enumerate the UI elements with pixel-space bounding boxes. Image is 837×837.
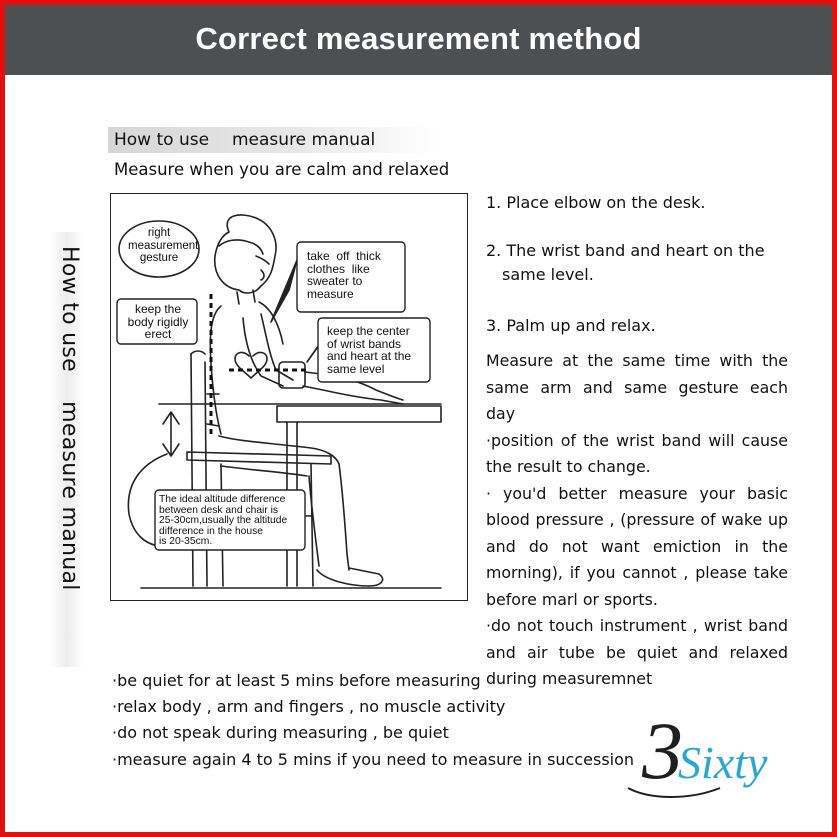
bubble-line: and heart at the	[327, 349, 412, 363]
note-paragraph: Measure at the same time with the same arm and same gesture each day	[486, 351, 788, 423]
side-label-text: How to use measure manual	[57, 246, 82, 591]
note-paragraph: ·do not touch instrument , wrist band and air tube be quiet and relaxed during measuremnet	[486, 616, 788, 688]
note-paragraph: ·position of the wrist band will cause the result to change.	[486, 430, 788, 476]
note-paragraph: · you'd better measure your basic blood pressure , (pressure of wake up and do not want emiction in the morning), if you cannot , please take before marl or sports.	[486, 483, 788, 609]
bubble-posture	[121, 303, 195, 341]
tip-item: ·be quiet for at least 5 mins before measuring	[112, 671, 481, 690]
step-item	[486, 239, 765, 287]
step-text: same level.	[502, 265, 594, 284]
bubble-line: of wrist bands	[327, 336, 402, 351]
tab-measure-manual: measure manual	[232, 130, 376, 150]
bubble-line: same level	[327, 361, 385, 376]
step-item	[486, 191, 705, 215]
logo-numeral: 3	[642, 705, 683, 796]
bubble-wrist	[327, 325, 431, 375]
page-title: Correct measurement method	[5, 5, 832, 75]
bubble-line: sweater to	[307, 274, 363, 288]
side-label	[50, 232, 84, 667]
bubble-line: clothes like	[307, 261, 370, 276]
bubble-line: difference in the house	[159, 525, 263, 537]
bubble-clothes	[307, 250, 403, 300]
step-text: 3. Palm up and relax.	[486, 316, 656, 335]
logo-wordmark: Sixty	[678, 737, 768, 788]
bubble-line: gesture	[139, 252, 179, 264]
bubble-right-gesture	[128, 227, 199, 265]
measurement-posture-illustration	[110, 193, 468, 601]
brand-logo-mark	[620, 700, 810, 810]
bubble-line: take off thick	[307, 249, 381, 263]
bubble-line: 25-30cm,usually the altitude	[159, 515, 288, 527]
subtitle: Measure when you are calm and relaxed	[114, 160, 450, 179]
tab-how-to-use: How to use	[114, 130, 210, 150]
tip-item: ·relax body , arm and fingers , no muscle activity	[112, 697, 506, 717]
bubble-altitude	[159, 495, 307, 548]
notes-block	[486, 348, 788, 693]
step-item	[486, 314, 656, 338]
instruction-tab-bar	[108, 127, 438, 153]
head-outline	[215, 215, 276, 293]
bubble-line: is 20-35cm.	[159, 536, 213, 548]
bubble-line: measurement	[128, 239, 199, 252]
bubble-line: The ideal altitude difference	[159, 494, 286, 505]
bubble-line: keep the	[134, 302, 182, 316]
bubble-line: keep the center	[327, 324, 410, 338]
tip-item: ·do not speak during measuring , be quiet	[112, 723, 449, 743]
brand-logo	[620, 700, 810, 810]
bubble-line: measure	[307, 286, 354, 301]
tip-item: ·measure again 4 to 5 mins if you need to measure in succession	[112, 749, 635, 769]
step-text: 1. Place elbow on the desk.	[486, 193, 706, 212]
bubble-line: right	[147, 227, 171, 239]
step-text: 2. The wrist band and heart on the	[486, 241, 765, 260]
tips-list	[112, 668, 634, 773]
bubble-line: between desk and chair is	[159, 504, 279, 516]
bubble-line: erect	[144, 327, 172, 341]
bubble-line: body rigidly	[127, 314, 189, 329]
